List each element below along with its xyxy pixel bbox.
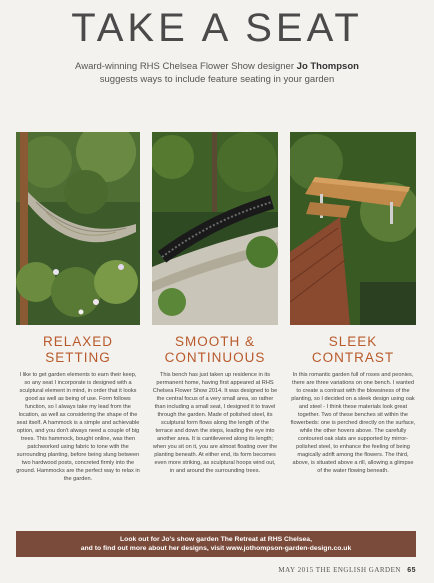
hammock-garden-photo xyxy=(16,132,140,325)
floating-benches-photo xyxy=(290,132,416,325)
intro-line1: Award-winning RHS Chelsea Flower Show designer xyxy=(75,61,295,72)
section-body: In this romantic garden full of roses and peonies, there are three variations on one bench. I wanted to create a contrast with the blowsiness of the planting, so I decided on a sleek design using oak and steel - I think these materials look great together. Two of these benches sit within the flowerbeds: one is perched directly on the surface, while the other hovers above. The carefully contoured oak slats are supported by mirror-polished steel, to enhance the feeling of being magically adrift among the flowers. The third, above, is situated above a rill, allowing a glimpse of the water flowing beneath. xyxy=(290,372,416,474)
curved-bench-photo xyxy=(152,132,278,325)
heading-line: CONTRAST xyxy=(311,350,395,365)
section-sleek-contrast xyxy=(290,334,416,475)
heading-line: RELAXED xyxy=(42,334,114,349)
banner-line1: Look out for Jo's show garden The Retreat at RHS Chelsea, xyxy=(120,536,312,543)
page-footer xyxy=(278,566,416,574)
promo-banner xyxy=(16,531,416,557)
banner-line2: and to find out more about her designs, visit www.jothompson-garden-design.co.uk xyxy=(80,545,352,552)
section-body: This bench has just taken up residence in its permanent home, having first appeared at RHS Chelsea Flower Show 2014. It was designed to be the central focus of a very small area, so rather than including a small seat, I designed it to travel through the garden. Made of polished steel, its sculptural form flows along the length of the terrace and down the steps, leading the eye into another area. It is cantilevered along its length; when you sit on it, you are almost floating over the planting beneath. At either end, its form becomes even more striking, as sculptural hoops wind out, in and around the surrounding trees. xyxy=(152,372,278,474)
heading-line: SMOOTH & xyxy=(174,334,255,349)
intro-standfirst xyxy=(40,60,394,86)
section-body: I like to get garden elements to earn their keep, so any seat I incorporate is designed with a sculptural element in mind, in order that it looks good as well as being of use. Form follows function, so I always take my lead from the location, as well as considering the shape of the seat itself. A hammock is a simple and achievable option, and you don't always need a couple of big trees. This hammock, bought online, was then patchworked using fabric to tone with the surrounding planting, before being slung between two hardwood posts, concreted firmly into the ground. Hammocks are the perfect way to relax in the garden. xyxy=(16,372,140,482)
issue-date: MAY 2015 xyxy=(278,566,314,574)
intro-line2: suggests ways to include feature seating in your garden xyxy=(99,74,335,85)
heading-line: SLEEK xyxy=(328,334,378,349)
magazine-name: THE ENGLISH GARDEN xyxy=(315,566,401,574)
heading-line: CONTINUOUS xyxy=(164,350,266,365)
section-relaxed-setting xyxy=(16,334,140,483)
page-title: TAKE A SEAT xyxy=(71,6,363,50)
section-heading xyxy=(16,334,140,366)
section-heading xyxy=(152,334,278,366)
section-smooth-continuous xyxy=(152,334,278,475)
page-number: 65 xyxy=(407,567,416,574)
designer-name: Jo Thompson xyxy=(296,61,359,72)
section-heading xyxy=(290,334,416,366)
heading-line: SETTING xyxy=(45,350,111,365)
